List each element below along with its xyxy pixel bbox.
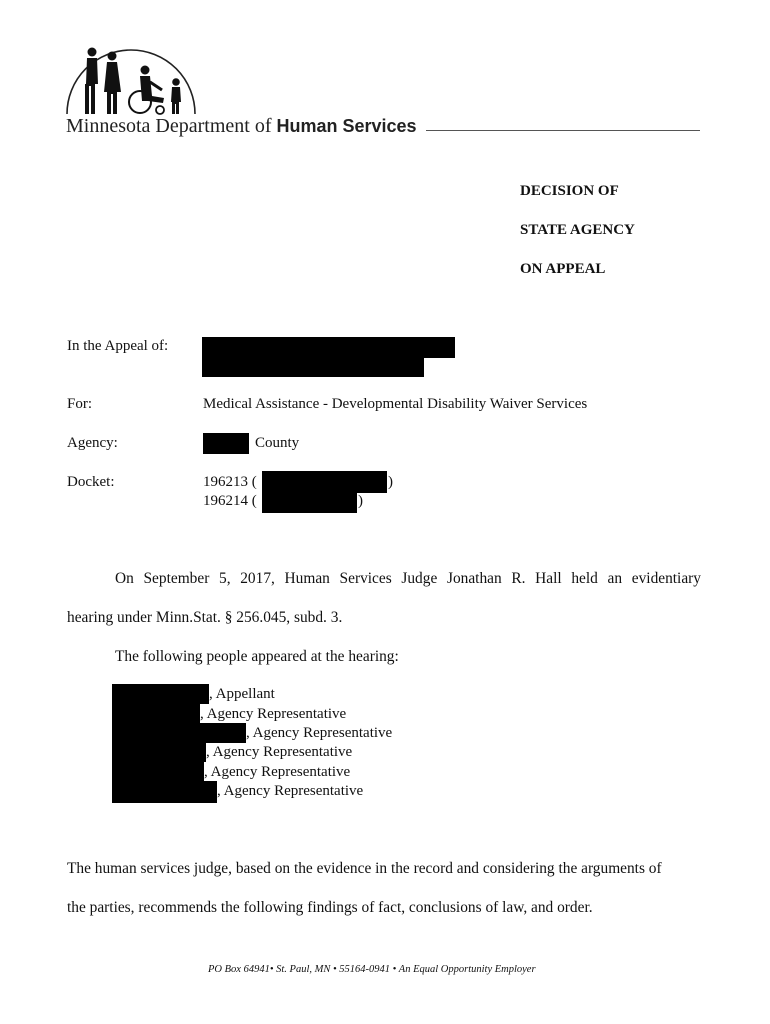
title-line-2: STATE AGENCY xyxy=(520,222,635,238)
agency-label: Agency: xyxy=(67,435,118,451)
department-name-emphasis: Human Services xyxy=(276,116,417,136)
redaction-attendee-4 xyxy=(112,742,206,762)
redaction-attendee-3 xyxy=(112,723,246,743)
redaction-attendee-1 xyxy=(112,684,209,704)
redaction-docket-2 xyxy=(262,491,357,513)
for-value: Medical Assistance - Developmental Disability Waiver Services xyxy=(203,396,588,412)
docket-2-close: ) xyxy=(358,493,363,509)
department-name-prefix: Minnesota Department of xyxy=(66,115,277,137)
docket-1-number: 196213 ( xyxy=(203,474,257,490)
redaction-attendee-2 xyxy=(112,704,200,724)
appeal-label: In the Appeal of: xyxy=(67,338,169,354)
docket-1-close: ) xyxy=(388,474,393,490)
intro-line-2: hearing under Minn.Stat. § 256.045, subd. 3. xyxy=(67,609,343,626)
title-line-1: DECISION OF xyxy=(520,183,619,199)
redaction-appellant-name-2 xyxy=(202,356,424,377)
header-rule xyxy=(426,130,700,131)
intro-line-1: On September 5, 2017, Human Services Judge Jonathan R. Hall held an evidentiary xyxy=(115,570,701,587)
attendee-1-role: , Appellant xyxy=(209,686,275,702)
footer-address: PO Box 64941• St. Paul, MN • 55164-0941 • An Equal Opportunity Employer xyxy=(208,964,536,975)
attendee-2-role: , Agency Representative xyxy=(200,706,347,722)
docket-2-number: 196214 ( xyxy=(203,493,257,509)
attendee-6-role: , Agency Representative xyxy=(217,783,364,799)
closing-line-1: The human services judge, based on the evidence in the record and considering the arguments of xyxy=(67,860,662,877)
agency-value: County xyxy=(255,435,300,451)
people-with-wheelchair-logo-icon xyxy=(64,44,198,116)
department-name xyxy=(66,115,417,138)
redaction-appellant-name xyxy=(202,337,455,358)
redaction-attendee-6 xyxy=(112,781,217,803)
attendee-3-role: , Agency Representative xyxy=(246,725,393,741)
docket-label: Docket: xyxy=(67,474,115,490)
redaction-county-name xyxy=(203,433,249,454)
appeared-intro: The following people appeared at the hearing: xyxy=(115,648,399,665)
redaction-docket-1 xyxy=(262,471,387,493)
attendee-4-role: , Agency Representative xyxy=(206,744,353,760)
title-line-3: ON APPEAL xyxy=(520,261,606,277)
for-label: For: xyxy=(67,396,93,412)
attendee-5-role: , Agency Representative xyxy=(204,764,351,780)
redaction-attendee-5 xyxy=(112,762,204,782)
closing-line-2: the parties, recommends the following findings of fact, conclusions of law, and order. xyxy=(67,899,593,916)
